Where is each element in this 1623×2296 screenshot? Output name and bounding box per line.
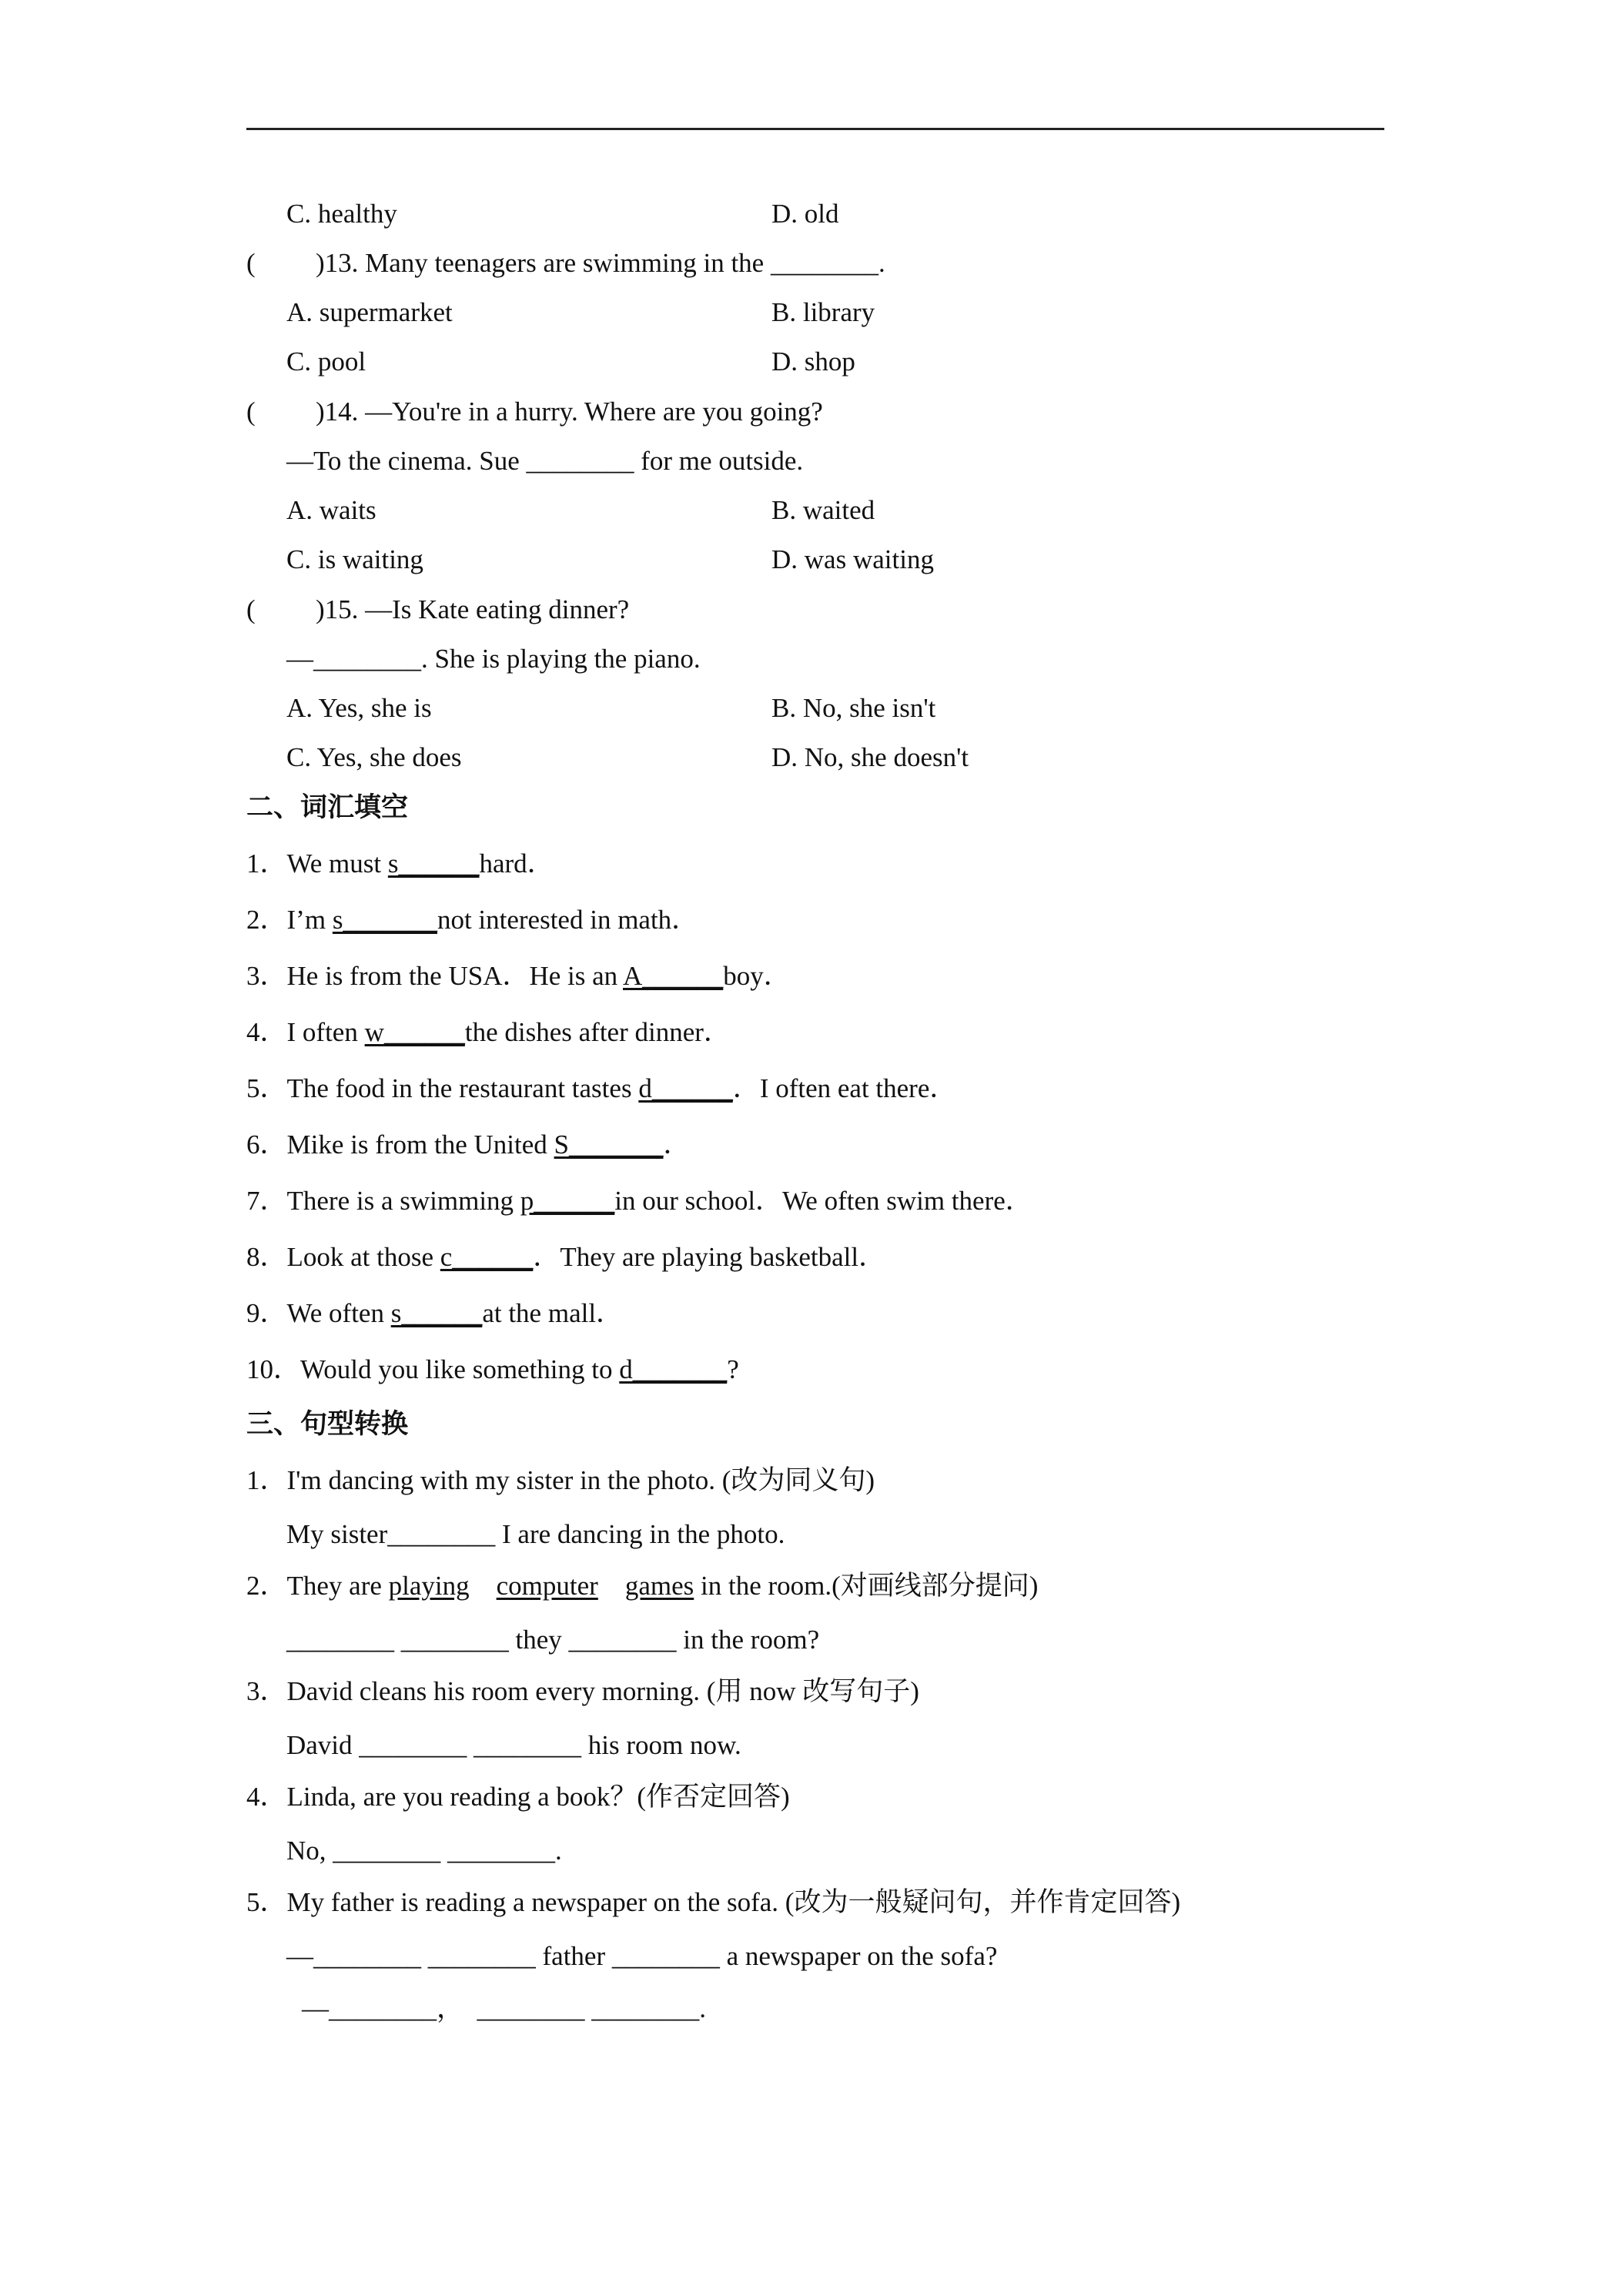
vocab-blank[interactable]: w______ — [364, 1017, 465, 1047]
transform-q5-answer-question[interactable]: —________ ________ father ________ a newspaper on the sofa? — [286, 1941, 998, 1971]
q15-option-a: A. Yes, she is — [286, 693, 432, 723]
vocab-post: ． — [663, 1130, 691, 1160]
vocab-item — [246, 1242, 885, 1273]
vocab-pre: There is a swimming — [286, 1186, 520, 1216]
transform-text: I'm dancing with my sister in the photo. (改为同义句) — [286, 1465, 875, 1495]
q13-stem: )13. Many teenagers are swimming in the ________. — [316, 248, 885, 278]
transform-text: David cleans his room every morning. (用 now 改写句子) — [286, 1676, 919, 1706]
q15-line2: —________. She is playing the piano. — [286, 644, 701, 674]
q15-answer-paren[interactable]: ( — [246, 594, 256, 624]
transform-post: in the room.(对画线部分提问) — [694, 1571, 1039, 1601]
q12-option-c: C. healthy — [286, 199, 397, 229]
transform-text: My father is reading a newspaper on the sofa. (改为一般疑问句，并作肯定回答) — [286, 1887, 1181, 1917]
q15-stem: )15. —Is Kate eating dinner? — [316, 594, 630, 624]
q12-option-d: D. old — [771, 199, 839, 229]
underlined-word: playing — [388, 1571, 470, 1601]
transform-q5 — [246, 1887, 1180, 1918]
vocab-item — [246, 848, 554, 879]
vocab-blank[interactable]: A______ — [623, 961, 724, 991]
vocab-post: ．They are playing basketball． — [533, 1242, 886, 1272]
q15-option-d: D. No, she doesn't — [771, 742, 969, 772]
vocab-blank[interactable]: d_______ — [619, 1354, 728, 1384]
vocab-item — [246, 1017, 731, 1048]
vocab-num: 8． — [246, 1242, 287, 1272]
transform-pre: They are — [286, 1571, 389, 1601]
q13-option-b: B. library — [771, 297, 875, 327]
vocab-num: 7． — [246, 1186, 287, 1216]
q13-option-d: D. shop — [771, 346, 855, 377]
underlined-word: computer — [496, 1571, 598, 1601]
q13-answer-paren[interactable]: ( — [246, 248, 256, 278]
transform-q2 — [246, 1571, 1038, 1602]
vocab-item — [246, 1186, 1032, 1217]
vocab-post: not interested in math． — [437, 905, 699, 935]
transform-num: 2． — [246, 1571, 287, 1601]
q14-option-d: D. was waiting — [771, 544, 934, 574]
vocab-blank[interactable]: p______ — [520, 1186, 615, 1216]
transform-q1 — [246, 1465, 875, 1496]
transform-num: 1． — [246, 1465, 287, 1495]
vocab-num: 9． — [246, 1298, 287, 1328]
vocab-blank[interactable]: S_______ — [554, 1130, 664, 1160]
vocab-num: 4． — [246, 1017, 287, 1047]
transform-q5-answer-reply[interactable]: —________， ________ ________. — [302, 1993, 707, 2023]
vocab-item — [246, 1354, 739, 1385]
transform-num: 4． — [246, 1782, 287, 1812]
q13-option-c: C. pool — [286, 346, 366, 377]
section-heading-vocab: 二、词汇填空 — [246, 792, 409, 822]
vocab-post: ．I often eat there． — [732, 1073, 957, 1103]
q14-line2: —To the cinema. Sue ________ for me outside. — [286, 446, 804, 476]
vocab-pre: He is from the USA．He is an — [286, 961, 623, 991]
vocab-post: the dishes after dinner． — [464, 1017, 731, 1047]
vocab-item — [246, 961, 791, 992]
transform-num: 5． — [246, 1887, 287, 1917]
vocab-pre: Look at those — [286, 1242, 440, 1272]
q15-option-c: C. Yes, she does — [286, 742, 462, 772]
q14-option-a: A. waits — [286, 495, 376, 525]
vocab-post: hard． — [479, 848, 554, 879]
vocab-blank[interactable]: s______ — [387, 848, 480, 879]
transform-q1-answer[interactable]: My sister________ I are dancing in the photo. — [286, 1519, 785, 1549]
vocab-item — [246, 1298, 623, 1329]
vocab-num: 10． — [246, 1354, 301, 1384]
vocab-num: 3． — [246, 961, 287, 991]
transform-q4 — [246, 1782, 790, 1812]
vocab-num: 5． — [246, 1073, 287, 1103]
underlined-word: games — [624, 1571, 694, 1601]
vocab-blank[interactable]: c______ — [440, 1242, 534, 1272]
header-rule — [246, 128, 1384, 130]
transform-num: 3． — [246, 1676, 287, 1706]
q13-option-a: A. supermarket — [286, 297, 453, 327]
vocab-pre: Mike is from the United — [286, 1130, 554, 1160]
vocab-post: at the mall． — [482, 1298, 624, 1328]
transform-q3-answer[interactable]: David ________ ________ his room now. — [286, 1730, 741, 1760]
vocab-post: ? — [727, 1354, 739, 1384]
q14-stem: )14. —You're in a hurry. Where are you going? — [316, 397, 823, 427]
vocab-num: 2． — [246, 905, 287, 935]
vocab-num: 1． — [246, 848, 287, 879]
vocab-pre: Would you like something to — [300, 1354, 620, 1384]
vocab-blank[interactable]: d______ — [638, 1073, 733, 1103]
vocab-pre: We often — [286, 1298, 391, 1328]
q15-option-b: B. No, she isn't — [771, 693, 936, 723]
vocab-blank[interactable]: s_______ — [332, 905, 437, 935]
vocab-pre: I often — [286, 1017, 365, 1047]
vocab-num: 6． — [246, 1130, 287, 1160]
transform-q3 — [246, 1676, 919, 1707]
q14-option-c: C. is waiting — [286, 544, 423, 574]
vocab-pre: I’m — [286, 905, 333, 935]
section-heading-transform: 三、句型转换 — [246, 1409, 409, 1439]
vocab-post: boy． — [723, 961, 791, 991]
vocab-post: in our school．We often swim there． — [614, 1186, 1032, 1216]
vocab-item — [246, 1130, 691, 1160]
vocab-pre: The food in the restaurant tastes — [286, 1073, 639, 1103]
q14-option-b: B. waited — [771, 495, 875, 525]
transform-text: Linda, are you reading a book？(作否定回答) — [286, 1782, 790, 1812]
transform-q2-answer[interactable]: ________ ________ they ________ in the room? — [286, 1625, 820, 1655]
vocab-pre: We must — [286, 848, 388, 879]
vocab-blank[interactable]: s______ — [390, 1298, 483, 1328]
vocab-item — [246, 905, 698, 935]
transform-q4-answer[interactable]: No, ________ ________. — [286, 1836, 562, 1866]
vocab-item — [246, 1073, 956, 1104]
q14-answer-paren[interactable]: ( — [246, 397, 256, 427]
